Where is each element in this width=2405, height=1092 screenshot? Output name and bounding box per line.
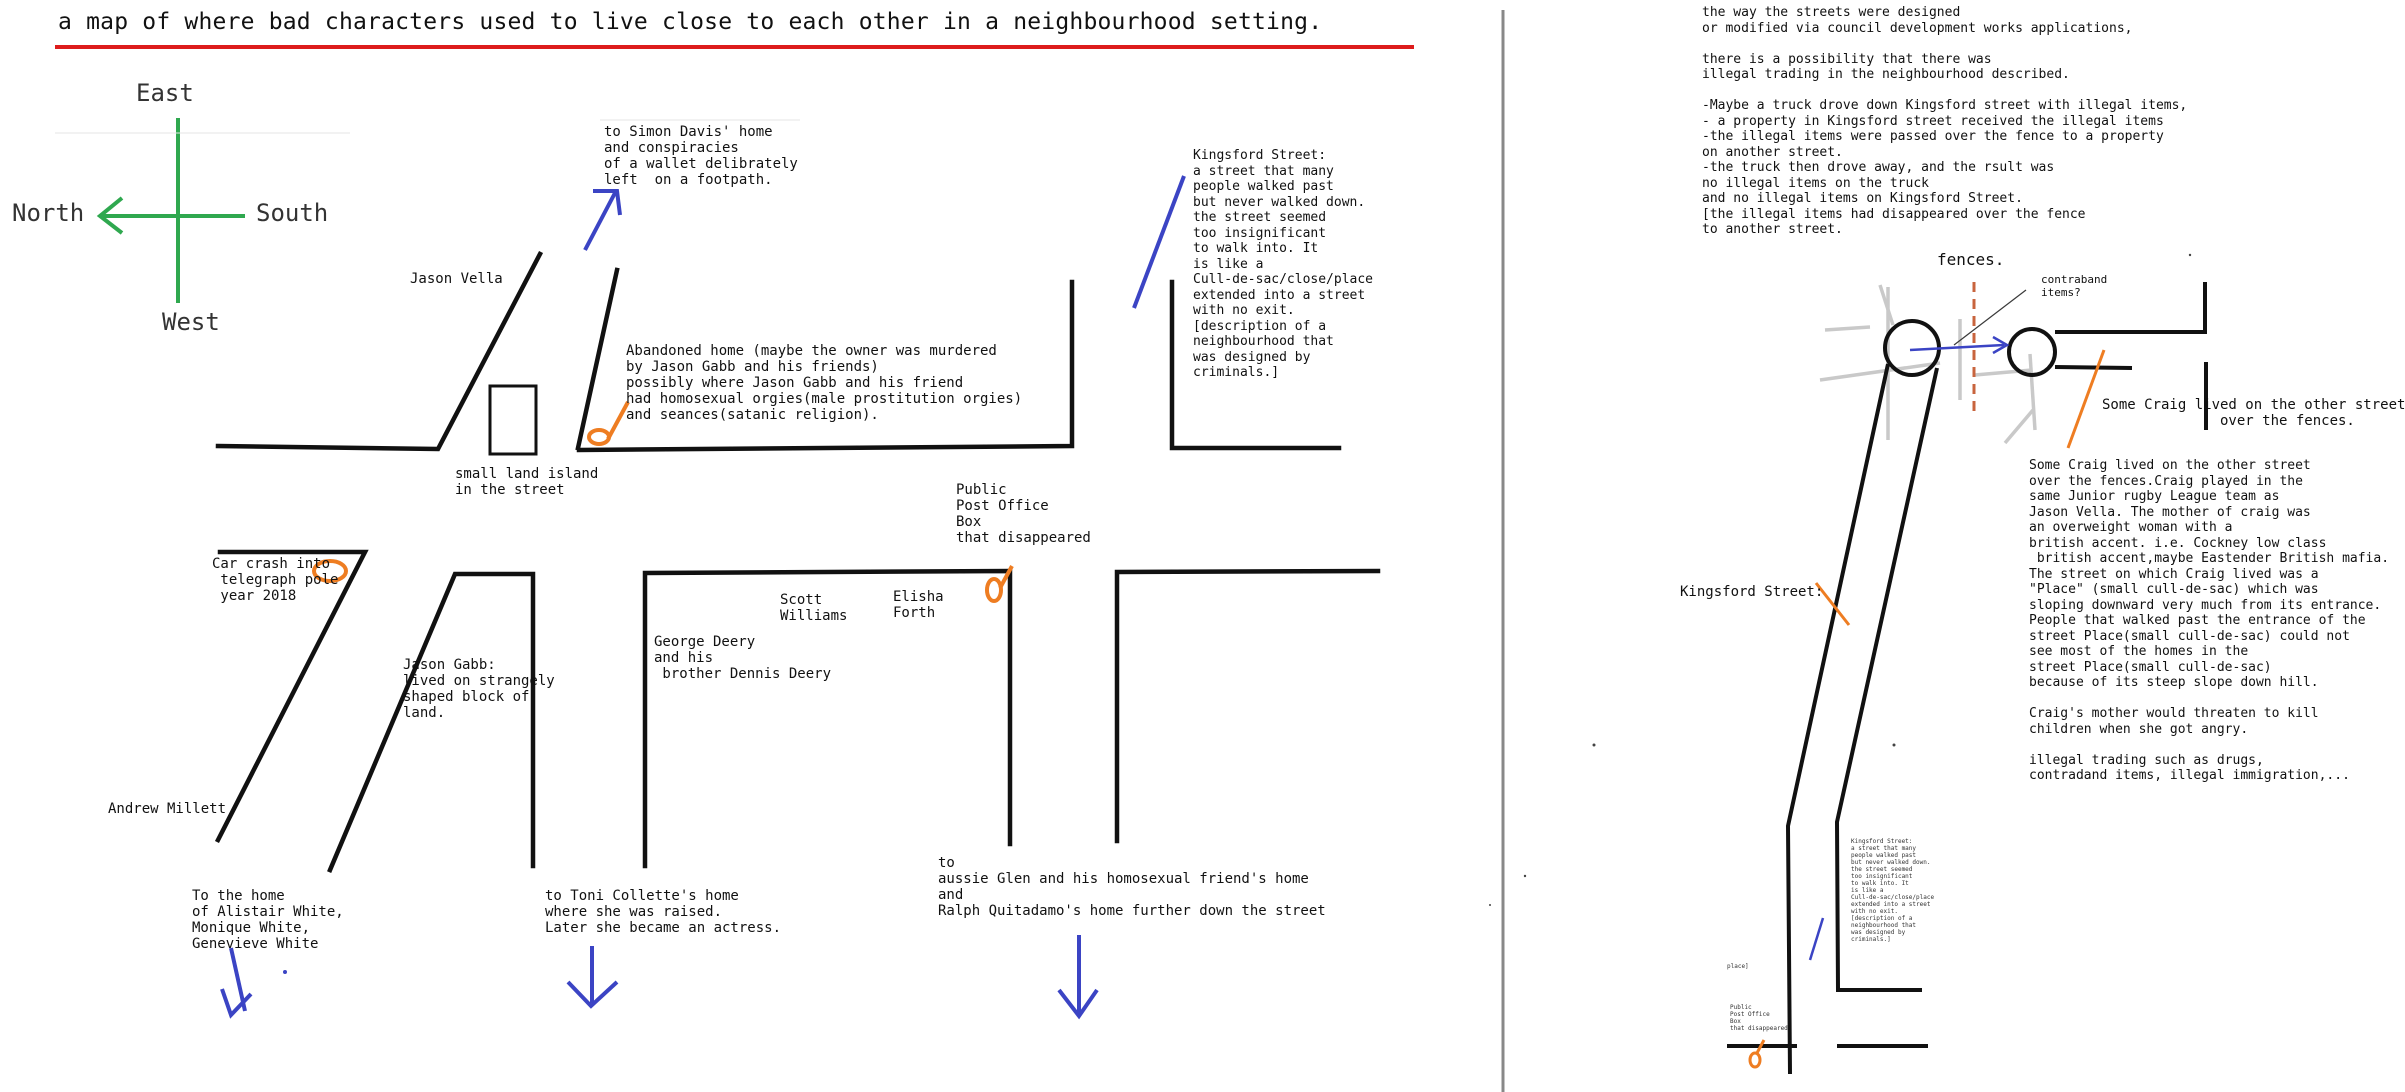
label-craig-short: Some Craig lived on the other street over the fences. <box>2102 397 2405 429</box>
right-note-illegal-trading: the way the streets were designed or modified via council development works applications, there is a possibility that there was illegal trading in the neighbourhood described. -Maybe a truck drove down Kingsford street with illegal items, - a property in Kingsford street received the illegal items -the illegal items were passed over the fence to a property on another street. -the truck then drove away, and the rsult was no illegal items on the truck and no illegal items on Kingsford Street. [the illegal items had disappeared over the fence to another street. <box>1702 5 2188 237</box>
right-note-craig: Some Craig lived on the other street over the fences.Craig played in the same Junior rugby League team as Jason Vella. The mother of craig was an overweight woman with a british accent. i.e. Cockney low class british accent,maybe Eastender British mafia. The street on which Craig lived was a "Place" (small cull-de-sac) which was sloping downward very much from its entrance. People that walked past the entrance of the street Place(small cull-de-sac) could not see most of the homes in the street Place(small cull-de-sac) because of its steep slope down hill. Craig's mother would threaten to kill children when she got angry. illegal trading such as drugs, contradand items, illegal immigration,... <box>2029 458 2390 783</box>
label-jason-vella: Jason Vella <box>410 271 503 287</box>
label-toni-collette: to Toni Collette's home where she was raised. Later she became an actress. <box>545 888 782 936</box>
compass-cross <box>100 118 245 303</box>
compass-south-label: South <box>256 199 329 227</box>
label-fences: fences. <box>1937 250 2005 269</box>
label-alistair-white: To the home of Alistair White, Monique White, Genevieve White <box>192 888 344 952</box>
label-scott-williams: Scott Williams <box>780 592 848 624</box>
label-george-deery: George Deery and his brother Dennis Deery <box>654 634 832 682</box>
label-car-crash: Car crash into telegraph pole year 2018 <box>212 556 339 604</box>
label-elisha-forth: Elisha Forth <box>893 589 944 621</box>
mini-post-office-label: Public Post Office Box that disappeared <box>1730 1004 1788 1032</box>
mini-place-label: place] <box>1727 963 1749 970</box>
label-kingsford-street-note: Kingsford Street: a street that many people walked past but never walked down. the street seemed too insignificant to walk into. It is like a Cull-de-sac/close/place extended into a street with no exit. [description of a neighbourhood that was designed by criminals.] <box>1193 148 1374 380</box>
label-kingsford-street-right: Kingsford Street: <box>1680 584 1824 600</box>
compass-west-label: West <box>162 308 220 336</box>
mini-kingsford-note: Kingsford Street: a street that many people walked past but never walked down. the street seemed too insignificant to walk into. It is like a Cull-de-sac/close/place extended into a street with no exit. [description of a neighbourhood that was designed by criminals.] <box>1851 838 1935 943</box>
title-underline <box>55 46 1414 48</box>
label-post-office-box: Public Post Office Box that disappeared <box>956 482 1091 546</box>
label-simon-davis: to Simon Davis' home and conspiracies of a wallet delibrately left on a footpath. <box>604 124 798 188</box>
map-title: a map of where bad characters used to live close to each other in a neighbourhood setting. <box>58 9 1323 35</box>
stray-dot <box>283 970 287 974</box>
label-jason-gabb: Jason Gabb: lived on strangely shaped block of land. <box>403 657 555 721</box>
compass-east-label: East <box>136 79 194 107</box>
label-abandoned-home: Abandoned home (maybe the owner was murdered by Jason Gabb and his friends) possibly where Jason Gabb and his friend had homosexual orgies(male prostitution orgies) and seances(satanic religion). <box>626 343 1023 423</box>
label-small-land-island: small land island in the street <box>455 466 599 498</box>
label-contraband-items: contraband items? <box>2041 273 2108 299</box>
compass-north-label: North <box>12 199 85 227</box>
label-andrew-millett: Andrew Millett <box>108 801 227 817</box>
label-aussie-glen: to aussie Glen and his homosexual friend's home and Ralph Quitadamo's home further down the street <box>938 855 1326 919</box>
